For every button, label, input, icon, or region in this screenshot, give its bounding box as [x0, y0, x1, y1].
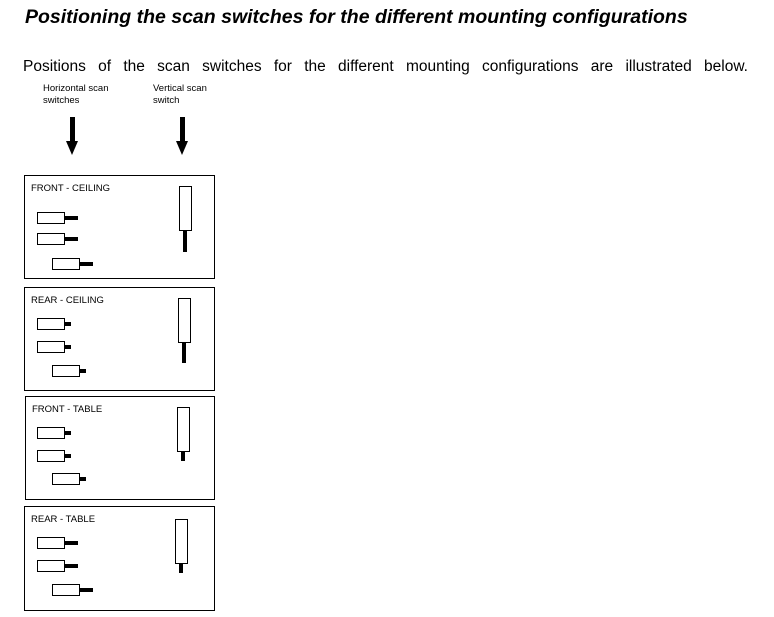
page-title: Positioning the scan switches for the different mounting configurations [25, 6, 688, 28]
horizontal-switches-label [43, 83, 113, 106]
intro-paragraph: Positions of the scan switches for the different mounting configurations are illustrated below. [23, 58, 748, 75]
vertical-switch-label [153, 83, 217, 106]
vertical-down-arrow-icon [176, 117, 189, 155]
vertical-switch-label-text: Vertical scan switch [153, 83, 207, 106]
panel-label: FRONT - CEILING [31, 183, 110, 194]
panel-rear-table [24, 506, 215, 611]
panel-front-table [25, 396, 215, 500]
horizontal-switches-label-text: Horizontal scan switches [43, 83, 109, 106]
panel-rear-ceiling [24, 287, 215, 391]
panel-front-ceiling [24, 175, 215, 279]
horizontal-down-arrow-icon [66, 117, 79, 155]
panel-label: FRONT - TABLE [32, 404, 103, 415]
panel-label: REAR - CEILING [31, 295, 104, 306]
panel-label: REAR - TABLE [31, 514, 96, 525]
